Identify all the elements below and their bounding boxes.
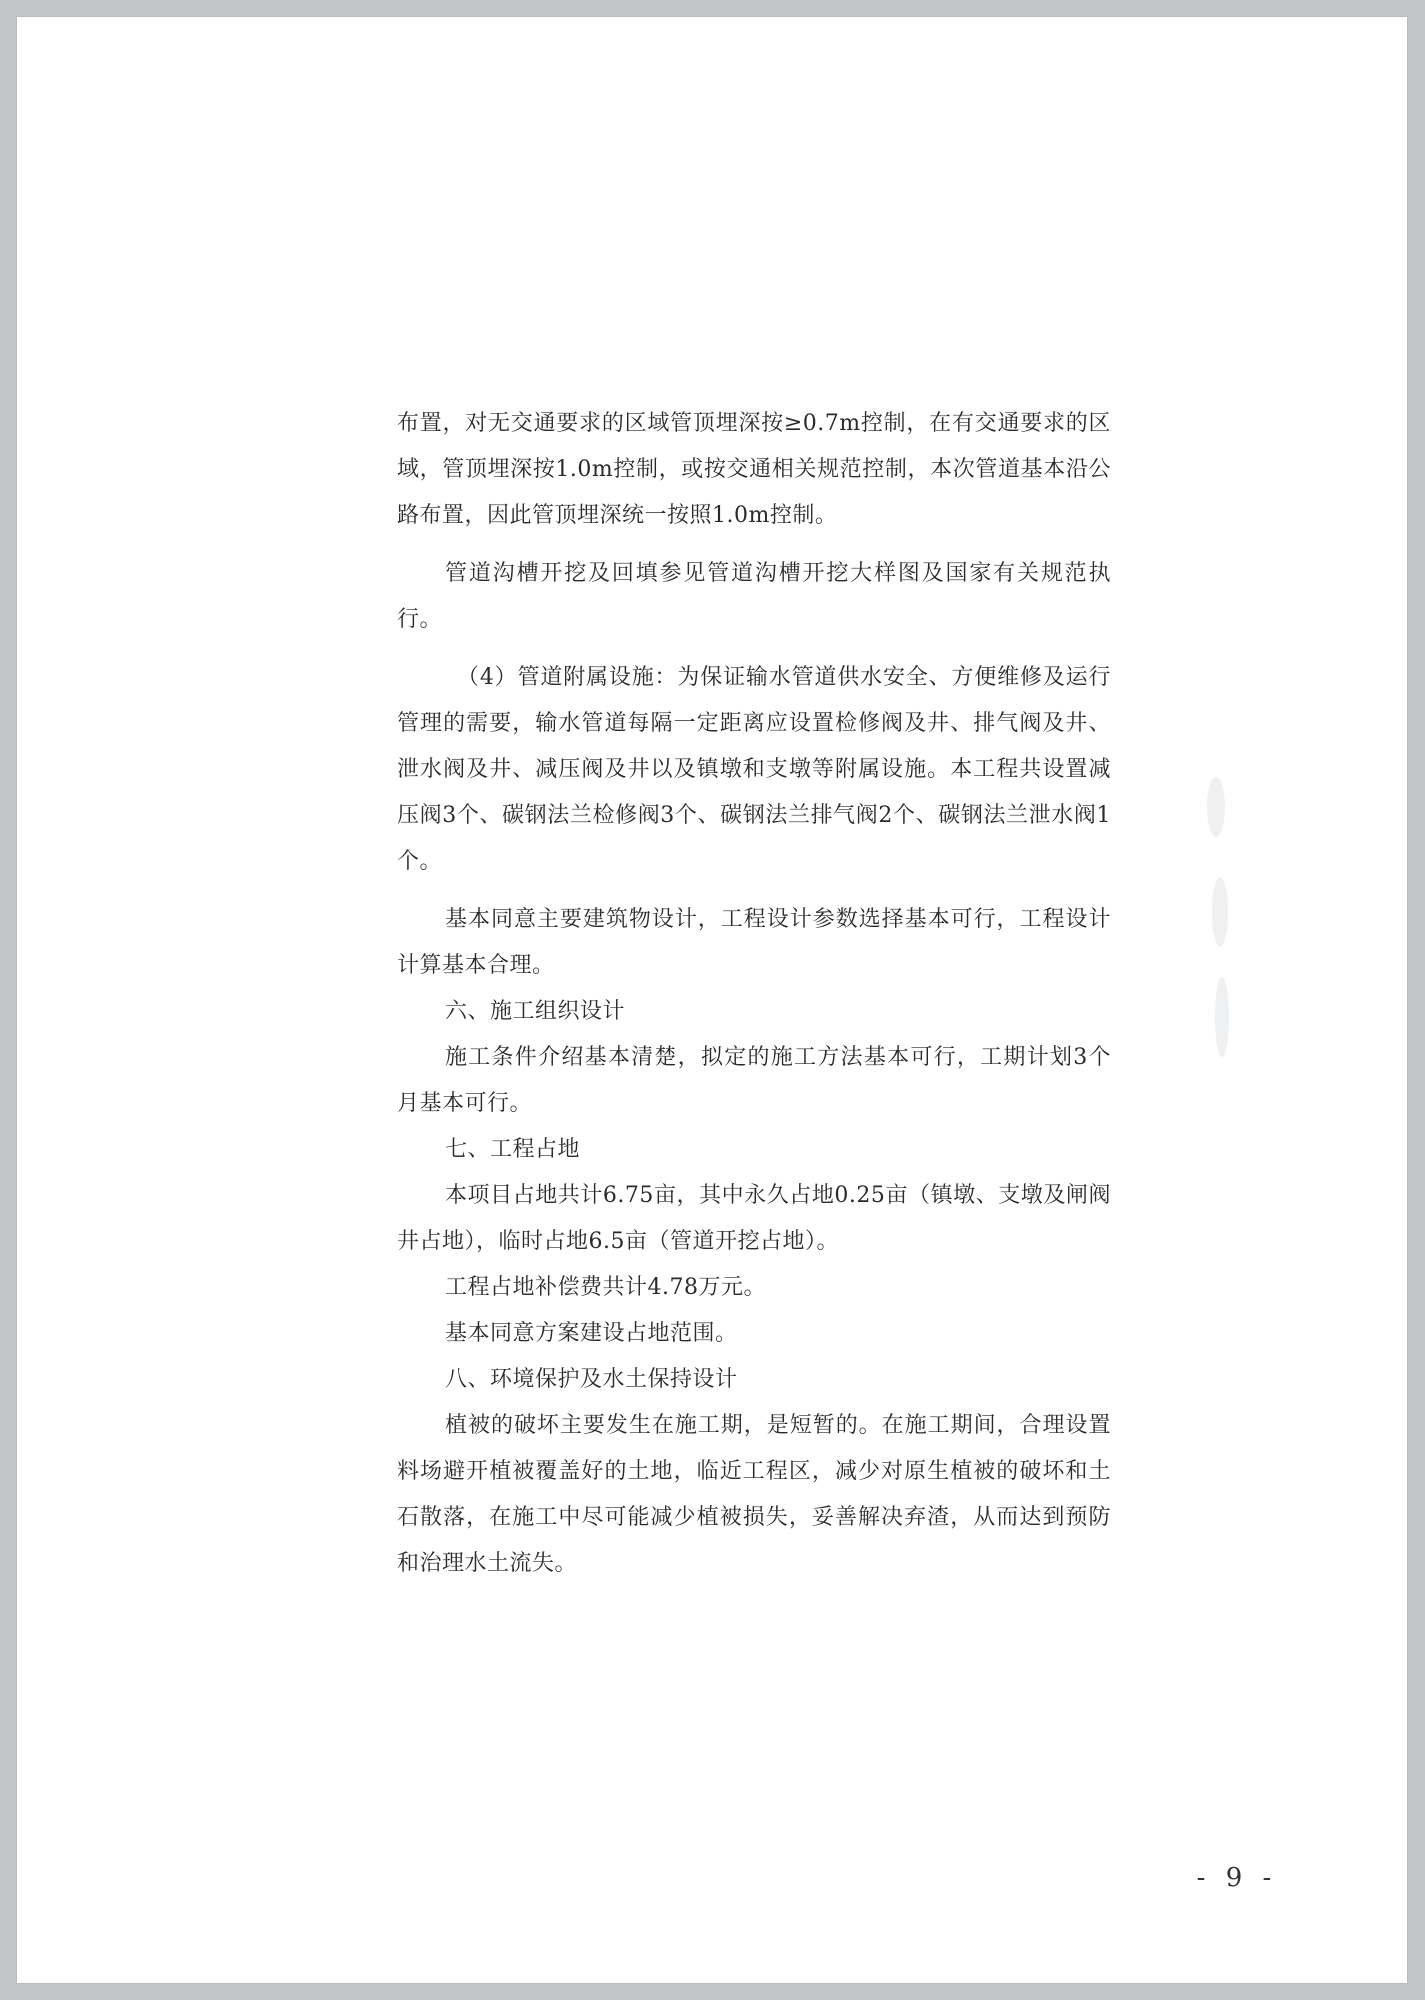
paragraph-pipe-depth: 布置，对无交通要求的区域管顶埋深按≥0.7m控制，在有交通要求的区域，管顶埋深按1.0m控制，或按交通相关规范控制，本次管道基本沿公路布置，因此管顶埋深统一按照1.0m控制。 (397, 411, 1111, 528)
section-heading-environment: 八、环境保护及水土保持设计 (445, 1367, 738, 1392)
document-body (397, 401, 1111, 1587)
paragraph-compensation: 工程占地补偿费共计4.78万元。 (445, 1275, 766, 1300)
page-number: - 9 - (1196, 1863, 1278, 1893)
paragraph-land-scope: 基本同意方案建设占地范围。 (445, 1321, 738, 1346)
scan-speck (1212, 877, 1228, 947)
section-heading-land-use: 七、工程占地 (445, 1137, 581, 1162)
scan-speck (1215, 977, 1229, 1057)
paragraph-building-design: 基本同意主要建筑物设计，工程设计参数选择基本可行，工程设计计算基本合理。 (397, 907, 1111, 978)
paragraph-trench: 管道沟槽开挖及回填参见管道沟槽开挖大样图及国家有关规范执行。 (397, 561, 1111, 632)
paragraph-pipe-facilities: （4）管道附属设施：为保证输水管道供水安全、方便维修及运行管理的需要，输水管道每隔一定距离应设置检修阀及井、排气阀及井、泄水阀及井、减压阀及井以及镇墩和支墩等附属设施。本工程共设置减压阀3个、碳钢法兰检修阀3个、碳钢法兰排气阀2个、碳钢法兰泄水阀1个。 (397, 665, 1111, 874)
document-page (17, 17, 1407, 1983)
paragraph-construction: 施工条件介绍基本清楚，拟定的施工方法基本可行，工期计划3个月基本可行。 (397, 1045, 1111, 1116)
paragraph-vegetation: 植被的破坏主要发生在施工期，是短暂的。在施工期间，合理设置料场避开植被覆盖好的土地，临近工程区，减少对原生植被的破坏和土石散落，在施工中尽可能减少植被损失，妥善解决弃渣，从而达到预防和治理水土流失。 (397, 1413, 1111, 1576)
scan-speck (1207, 777, 1225, 837)
section-heading-construction: 六、施工组织设计 (445, 999, 626, 1024)
paragraph-land-area: 本项目占地共计6.75亩，其中永久占地0.25亩（镇墩、支墩及闸阀井占地），临时占地6.5亩（管道开挖占地）。 (397, 1183, 1111, 1254)
